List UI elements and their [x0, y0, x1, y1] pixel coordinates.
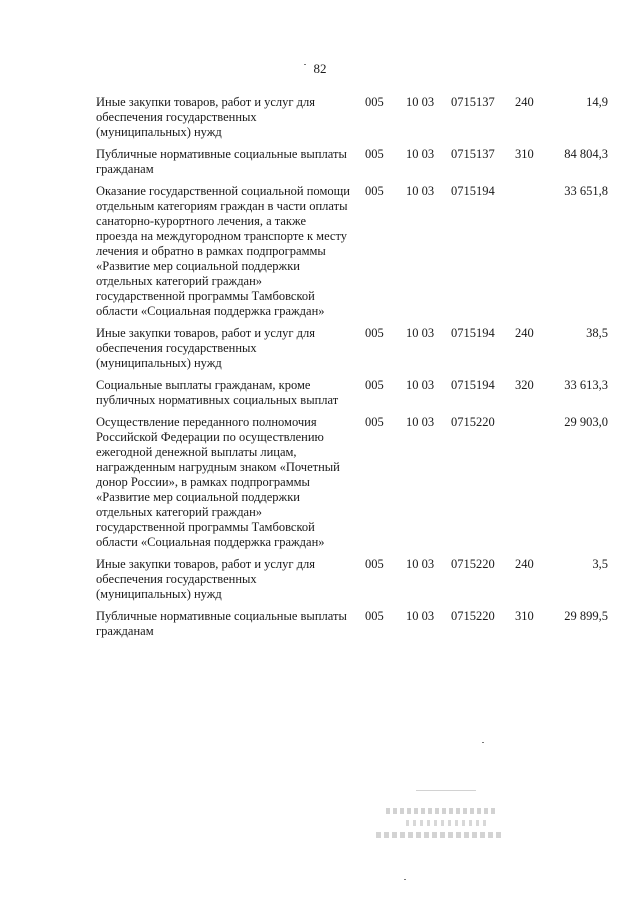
- table-row: [96, 184, 608, 326]
- row-expense-type: 320: [515, 378, 534, 392]
- row-section-code: 10 03: [406, 557, 435, 571]
- row-expense-type: [509, 415, 545, 557]
- budget-table: [96, 95, 608, 646]
- row-amount: 33 651,8: [564, 184, 608, 198]
- row-admin-code: 005: [365, 95, 384, 109]
- scan-speck: [404, 879, 406, 880]
- row-admin-code: 005: [365, 184, 384, 198]
- row-expense-type: 240: [515, 95, 534, 109]
- row-amount: 33 613,3: [564, 378, 608, 392]
- row-amount: 29 899,5: [564, 609, 608, 623]
- table-row: [96, 609, 608, 646]
- row-amount: 84 804,3: [564, 147, 608, 161]
- table-row: [96, 415, 608, 557]
- row-name: Осуществление переданного полномочия Российской Федерации по осуществлению ежегодной денежной выплаты лицам, награжденным нагрудным знаком «Почетный донор России», в рамках подпрограммы «Развитие мер социальной поддержки отдельных категорий граждан» государственной программы Тамбовской области «Социальная поддержка граждан»: [96, 415, 340, 549]
- table-row: [96, 557, 608, 609]
- row-name: Публичные нормативные социальные выплаты гражданам: [96, 147, 347, 176]
- row-target-code: 0715137: [451, 95, 495, 109]
- row-section-code: 10 03: [406, 95, 435, 109]
- row-admin-code: 005: [365, 609, 384, 623]
- row-target-code: 0715194: [451, 378, 495, 392]
- page-number: 82: [313, 61, 327, 76]
- row-name: Иные закупки товаров, работ и услуг для обеспечения государственных (муниципальных) нужд: [96, 326, 316, 370]
- row-admin-code: 005: [365, 557, 384, 571]
- row-amount: 29 903,0: [564, 415, 608, 429]
- row-target-code: 0715220: [451, 415, 495, 429]
- row-target-code: 0715220: [451, 609, 495, 623]
- row-expense-type: 310: [515, 609, 534, 623]
- row-target-code: 0715220: [451, 557, 495, 571]
- row-name: Публичные нормативные социальные выплаты гражданам: [96, 609, 347, 638]
- row-expense-type: 310: [515, 147, 534, 161]
- row-section-code: 10 03: [406, 147, 435, 161]
- table-row: [96, 147, 608, 184]
- row-name: Иные закупки товаров, работ и услуг для обеспечения государственных (муниципальных) нужд: [96, 95, 316, 139]
- row-section-code: 10 03: [406, 378, 435, 392]
- row-admin-code: 005: [365, 415, 384, 429]
- faded-stamp: [376, 790, 506, 850]
- table-row: [96, 95, 608, 147]
- row-admin-code: 005: [365, 378, 384, 392]
- row-target-code: 0715137: [451, 147, 495, 161]
- row-section-code: 10 03: [406, 609, 435, 623]
- row-name: Социальные выплаты гражданам, кроме публичных нормативных социальных выплат: [96, 378, 339, 407]
- row-amount: 14,9: [586, 95, 608, 109]
- row-section-code: 10 03: [406, 326, 435, 340]
- row-amount: 3,5: [592, 557, 608, 571]
- scan-speck: [304, 64, 306, 65]
- table-row: [96, 326, 608, 378]
- table-row: [96, 378, 608, 415]
- row-expense-type: [509, 184, 545, 326]
- row-expense-type: 240: [515, 326, 534, 340]
- row-section-code: 10 03: [406, 184, 435, 198]
- scan-speck: [482, 742, 484, 743]
- row-target-code: 0715194: [451, 184, 495, 198]
- row-target-code: 0715194: [451, 326, 495, 340]
- row-name: Оказание государственной социальной помощи отдельным категориям граждан в части оплаты санаторно-курортного лечения, а также проезда на междугородном транспорте к месту лечения и обратно в рамках подпрограммы «Развитие мер социальной поддержки отдельных категорий граждан» государственной программы Тамбовской области «Социальная поддержка граждан»: [96, 184, 350, 318]
- row-section-code: 10 03: [406, 415, 435, 429]
- row-expense-type: 240: [515, 557, 534, 571]
- row-amount: 38,5: [586, 326, 608, 340]
- row-admin-code: 005: [365, 147, 384, 161]
- row-name: Иные закупки товаров, работ и услуг для обеспечения государственных (муниципальных) нужд: [96, 557, 316, 601]
- row-admin-code: 005: [365, 326, 384, 340]
